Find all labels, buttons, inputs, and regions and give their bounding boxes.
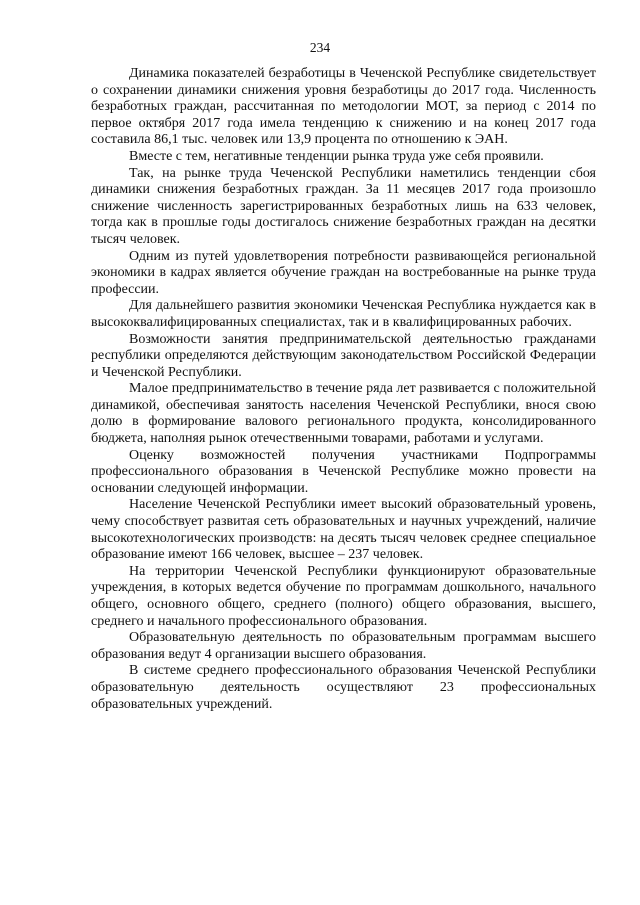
- paragraph: Малое предпринимательство в течение ряда лет развивается с положительной динамикой, обеспечивая занятость населения Чеченской Республики, внося свою долю в формирование валового регионального продукта, консолидированного бюджета, наполняя рынок отечественными товарами, работами и услугами.: [91, 381, 596, 447]
- paragraph: Население Чеченской Республики имеет высокий образовательный уровень, чему способствует развитая сеть образовательных и научных учреждений, наличие высокотехнологических производств: на десять тысяч человек среднее специальное образование имеют 166 человек, высшее – 237 человек.: [91, 497, 596, 563]
- body-text: [91, 66, 596, 713]
- paragraph: На территории Чеченской Республики функционируют образовательные учреждения, в которых ведется обучение по программам дошкольного, начального общего, основного общего, среднего (полного) общего образования, высшего, среднего и начального профессионального образования.: [91, 563, 596, 629]
- paragraph: Динамика показателей безработицы в Чеченской Республике свидетельствует о сохранении динамики снижения уровня безработицы до 2017 года. Численность безработных граждан, рассчитанная по методологии МОТ, за период с 2014 по первое октября 2017 года имела тенденцию к снижению и на конец 2017 года составила 86,1 тыс. человек или 13,9 процента по отношению к ЭАН.: [91, 66, 596, 148]
- paragraph: Одним из путей удовлетворения потребности развивающейся региональной экономики в кадрах является обучение граждан на востребованные на рынке труда профессии.: [91, 248, 596, 297]
- paragraph: Оценку возможностей получения участниками Подпрограммы профессионального образования в Чеченской Республике можно провести на основании следующей информации.: [91, 447, 596, 496]
- page-number: 234: [309, 40, 331, 55]
- paragraph: Образовательную деятельность по образовательным программам высшего образования ведут 4 организации высшего образования.: [91, 630, 596, 662]
- paragraph: Так, на рынке труда Чеченской Республики наметились тенденции сбоя динамики снижения безработных граждан. За 11 месяцев 2017 года произошло снижение численность зарегистрированных безработных лишь на 633 человек, тогда как в прошлые годы достигалось снижение безработных граждан на десятки тысяч человек.: [91, 165, 596, 247]
- paragraph: В системе среднего профессионального образования Чеченской Республики образовательную деятельность осуществляют 23 профессиональных образовательных учреждений.: [91, 663, 596, 712]
- paragraph: Для дальнейшего развития экономики Чеченская Республика нуждается как в высококвалифицированных специалистах, так и в квалифицированных рабочих.: [91, 298, 596, 330]
- paragraph: Вместе с тем, негативные тенденции рынка труда уже себя проявили.: [129, 148, 544, 164]
- paragraph: Возможности занятия предпринимательской деятельностью гражданами республики определяются действующим законодательством Российской Федерации и Чеченской Республики.: [91, 331, 596, 380]
